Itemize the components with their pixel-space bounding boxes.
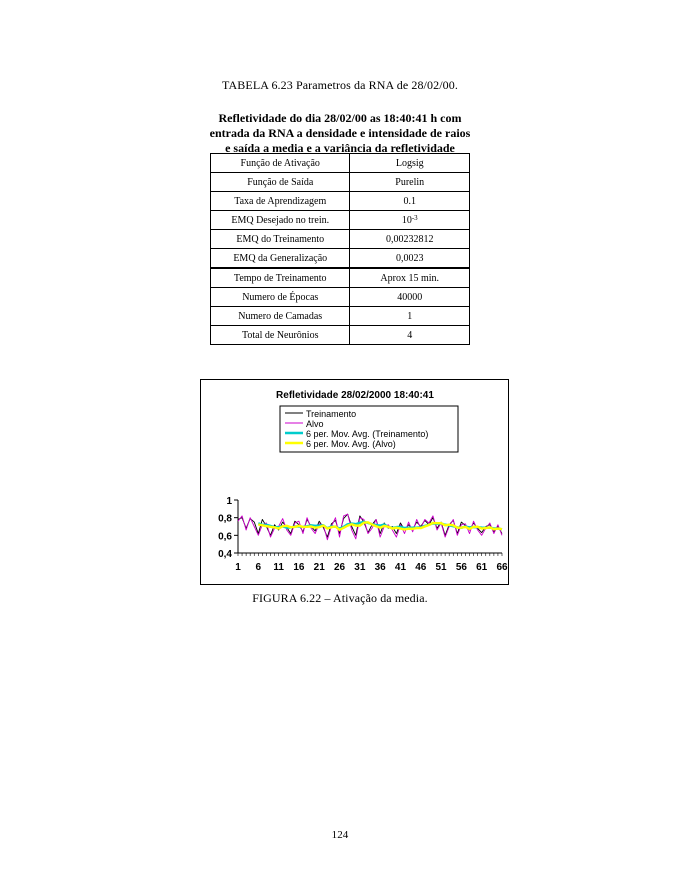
y-tick-label: 0,8	[218, 513, 232, 525]
x-tick-label: 6	[255, 562, 262, 573]
y-tick-label: 0,4	[218, 549, 232, 560]
table-row	[211, 211, 470, 230]
param-label: Tempo de Treinamento	[211, 268, 350, 288]
x-tick-label: 36	[374, 562, 386, 573]
x-tick-label: 61	[476, 562, 488, 573]
param-label: EMQ do Treinamento	[211, 230, 350, 249]
param-value	[350, 173, 470, 192]
param-value-text: 4	[407, 329, 413, 341]
param-value-text: 40000	[397, 291, 423, 303]
chart-title: Refletividade 28/02/2000 18:40:41	[276, 390, 434, 401]
param-value	[350, 326, 470, 345]
param-value	[350, 268, 470, 288]
legend-entry: 6 per. Mov. Avg. (Treinamento)	[306, 429, 429, 439]
param-value-text: Logsig	[395, 157, 424, 169]
legend-entry: Treinamento	[306, 409, 357, 419]
param-value	[350, 249, 470, 269]
series-line-0	[238, 514, 502, 537]
y-tick-label: 0,6	[218, 531, 232, 543]
table-subtitle-line: e saída a media e a variância da refletividade	[225, 141, 455, 155]
param-value	[350, 307, 470, 326]
table-subtitle-line: entrada da RNA a densidade e intensidade de raios	[209, 126, 471, 140]
table-row	[211, 268, 470, 288]
table-row	[211, 192, 470, 211]
param-label: Taxa de Aprendizagem	[211, 192, 350, 211]
param-label: EMQ da Generalização	[211, 249, 350, 269]
x-tick-label: 21	[313, 562, 325, 573]
y-tick-label: 1	[226, 496, 232, 507]
line-chart	[201, 380, 508, 584]
parameters-table	[210, 153, 470, 345]
param-value-text: 10	[401, 214, 412, 226]
param-label: EMQ Desejado no trein.	[211, 211, 350, 230]
x-tick-label: 56	[455, 562, 467, 573]
table-row	[211, 326, 470, 345]
x-tick-label: 11	[273, 562, 284, 573]
param-value	[350, 211, 470, 230]
figure-caption: FIGURA 6.22 – Ativação da media.	[252, 591, 428, 605]
param-value-text: Aprox 15 min.	[380, 272, 440, 284]
table-row	[211, 154, 470, 173]
page-number: 124	[331, 829, 349, 841]
table-row	[211, 173, 470, 192]
param-value-text: 0,00232812	[385, 233, 434, 245]
legend-entry: 6 per. Mov. Avg. (Alvo)	[306, 439, 396, 449]
param-value-text: 1	[407, 310, 413, 322]
x-tick-label: 66	[496, 562, 508, 573]
param-value-text: 0,0023	[395, 252, 424, 264]
param-value	[350, 192, 470, 211]
param-value	[350, 154, 470, 173]
x-tick-label: 46	[415, 562, 427, 573]
param-label: Função de Ativação	[211, 154, 350, 173]
param-value-exponent: -3	[411, 213, 418, 222]
param-label: Numero de Épocas	[211, 288, 350, 307]
table-row	[211, 307, 470, 326]
legend-entry: Alvo	[306, 419, 324, 429]
x-tick-label: 26	[333, 562, 346, 573]
x-tick-label: 51	[435, 562, 447, 573]
table-subtitle-line: Refletividade do dia 28/02/00 as 18:40:41 h com	[218, 111, 462, 125]
x-tick-label: 41	[394, 562, 407, 573]
table-caption: TABELA 6.23 Parametros da RNA de 28/02/00.	[222, 78, 458, 92]
chart-frame	[200, 379, 509, 585]
param-value	[350, 288, 470, 307]
x-tick-label: 16	[293, 562, 305, 573]
x-tick-label: 1	[235, 562, 241, 573]
param-value-text: Purelin	[395, 176, 425, 188]
param-value	[350, 230, 470, 249]
table-row	[211, 230, 470, 249]
param-value-text: 0.1	[403, 195, 416, 207]
param-label: Numero de Camadas	[211, 307, 350, 326]
param-label: Função de Saída	[211, 173, 350, 192]
x-tick-label: 31	[354, 562, 366, 573]
table-row	[211, 249, 470, 269]
param-label: Total de Neurônios	[211, 326, 350, 345]
table-row	[211, 288, 470, 307]
